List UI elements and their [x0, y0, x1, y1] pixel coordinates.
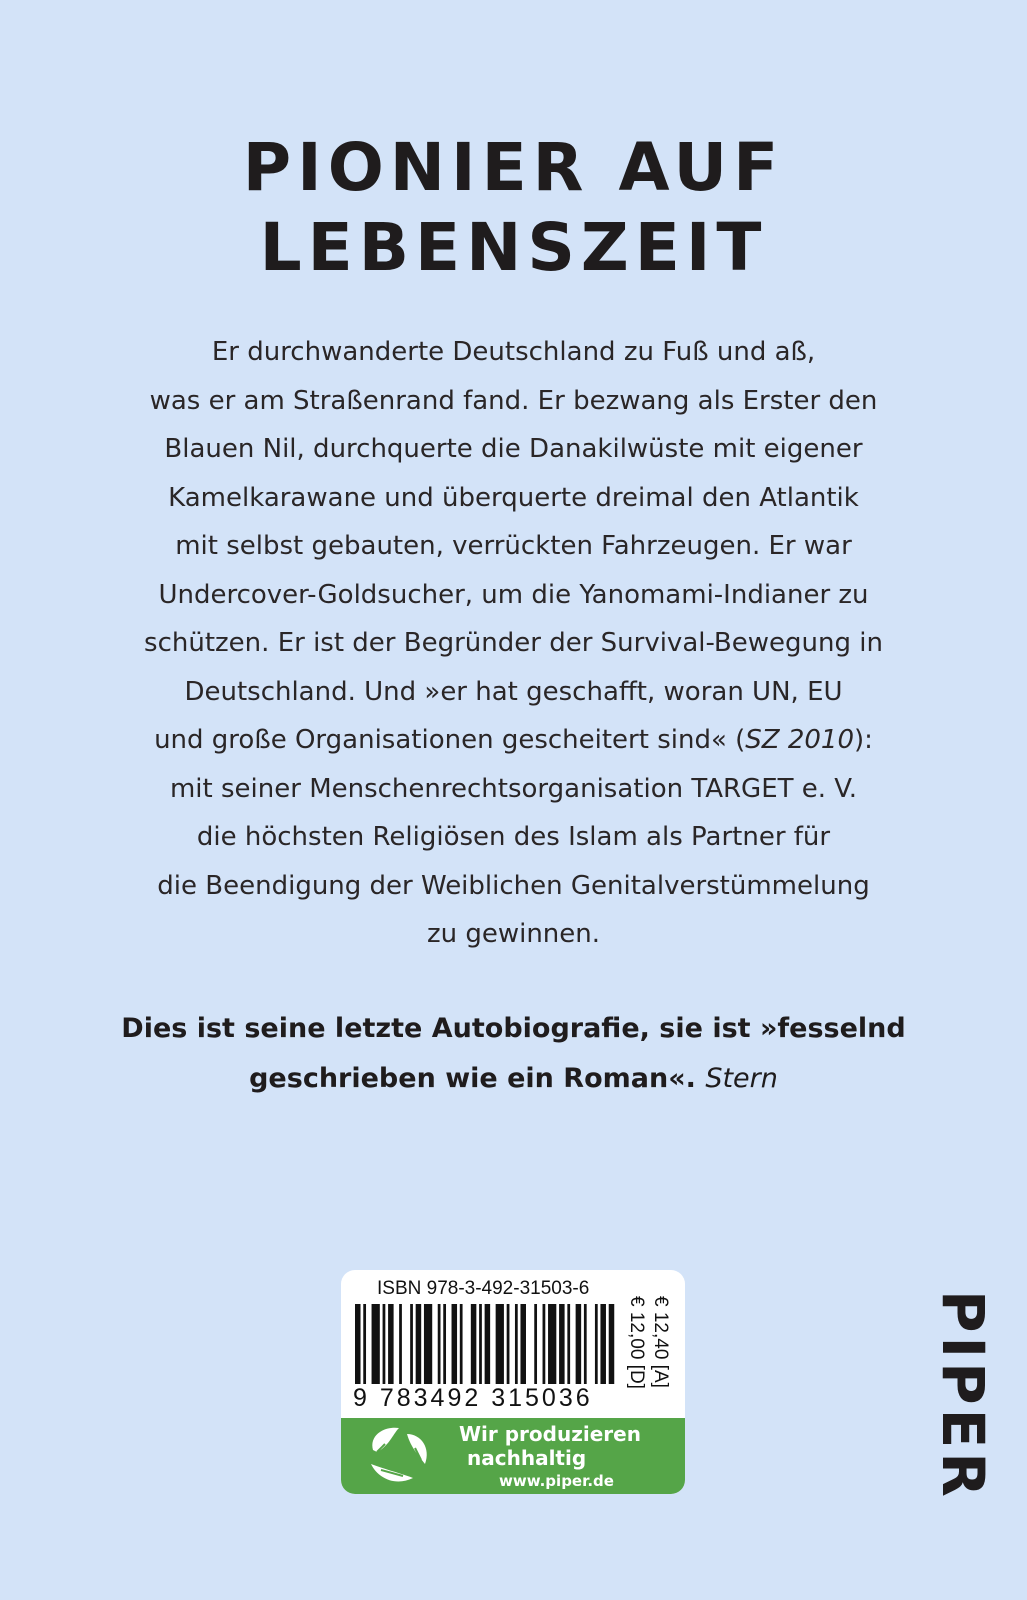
- barcode-bar: [479, 1304, 482, 1384]
- citation-source: SZ 2010: [745, 725, 855, 755]
- blurb-line: Kamelkarawane und überquerte dreimal den Atlantik: [168, 482, 859, 513]
- barcode-bar: [416, 1304, 422, 1384]
- barcode-bar: [383, 1304, 386, 1384]
- price-block: [621, 1294, 681, 1414]
- blurb-line-part: und große Organisationen gescheitert sind« (: [154, 725, 746, 755]
- quote-line-2-text: geschrieben wie ein Roman«.: [249, 1063, 696, 1094]
- barcode-bar: [520, 1304, 526, 1384]
- blurb-line: Er durchwanderte Deutschland zu Fuß und aß,: [211, 337, 816, 367]
- barcode-bar: [609, 1304, 615, 1384]
- barcode-bar: [595, 1304, 598, 1384]
- price-austria: € 12,40 [A]: [650, 1296, 671, 1388]
- barcode-label: [341, 1270, 685, 1494]
- eco-line-2: nachhaltig: [467, 1446, 587, 1470]
- blurb-line: die Beendigung der Weiblichen Genitalverstümmelung: [157, 870, 870, 901]
- quote-line-1: Dies ist seine letzte Autobiografie, sie ist »fesselnd: [121, 1013, 906, 1044]
- review-quote: [110, 1004, 917, 1104]
- blurb-line: mit seiner Menschenrechtsorganisation TARGET e. V.: [169, 773, 858, 804]
- barcode-bar: [507, 1304, 510, 1384]
- barcode-bar: [559, 1304, 565, 1384]
- barcode-bar: [600, 1304, 606, 1384]
- barcode-bar: [567, 1304, 570, 1384]
- barcode-bar: [452, 1304, 458, 1384]
- publisher-name: PIPER: [929, 1290, 997, 1501]
- blurb-line: was er am Straßenrand fand. Er bezwang als Erster den: [149, 385, 878, 416]
- publisher-logo: [912, 1290, 1012, 1501]
- barcode-digits: 9 783492 315036: [353, 1384, 593, 1412]
- blurb-line: zu gewinnen.: [426, 919, 601, 949]
- barcode-bar: [534, 1304, 537, 1384]
- blurb-line-part: ):: [854, 725, 873, 755]
- barcode-bar: [410, 1304, 413, 1384]
- barcode-bar: [355, 1304, 361, 1384]
- title-line-1: PIONIER AUF: [242, 129, 785, 206]
- barcode-bar: [443, 1304, 446, 1384]
- blurb-line: schützen. Er ist der Begründer der Survival-Bewegung in: [144, 628, 883, 658]
- barcode-bars: [355, 1304, 617, 1384]
- barcode-bar: [372, 1304, 380, 1384]
- quote-source: Stern: [705, 1063, 778, 1094]
- barcode-bar: [460, 1304, 463, 1384]
- barcode-bar: [424, 1304, 432, 1384]
- barcode-bar: [399, 1304, 402, 1384]
- price-germany: € 12,00 [D]: [626, 1296, 647, 1389]
- blurb-line: die höchsten Religiösen des Islam als Partner für: [196, 822, 831, 852]
- blurb-text: [110, 328, 917, 959]
- barcode-bar: [438, 1304, 441, 1384]
- barcode-bar: [515, 1304, 518, 1384]
- blurb-line: mit selbst gebauten, verrückten Fahrzeugen. Er war: [175, 531, 852, 561]
- title-line-2: LEBENSZEIT: [259, 209, 768, 286]
- isbn-label: ISBN 978-3-492-31503-6: [377, 1278, 590, 1299]
- barcode-bar: [485, 1304, 491, 1384]
- blurb-line: [110, 716, 917, 765]
- publisher-url: www.piper.de: [499, 1472, 614, 1490]
- barcode-bar: [548, 1304, 556, 1384]
- eco-line-1: Wir produzieren: [459, 1422, 641, 1446]
- barcode-bar: [471, 1304, 477, 1384]
- quote-line-2: [110, 1054, 917, 1104]
- blurb-line: Blauen Nil, durchquerte die Danakilwüste mit eigener: [164, 434, 863, 464]
- leaf-recycle-icon: [363, 1424, 439, 1488]
- book-title: [0, 128, 1027, 288]
- barcode-bar: [363, 1304, 366, 1384]
- barcode-bar: [576, 1304, 582, 1384]
- blurb-line: Deutschland. Und »er hat geschafft, woran UN, EU: [184, 676, 843, 707]
- barcode-bar: [388, 1304, 394, 1384]
- sustainability-badge: [341, 1418, 685, 1494]
- barcode-bar: [584, 1304, 587, 1384]
- barcode-bar: [543, 1304, 546, 1384]
- blurb-line: Undercover-Goldsucher, um die Yanomami-Indianer zu: [158, 579, 869, 610]
- barcode-bar: [496, 1304, 504, 1384]
